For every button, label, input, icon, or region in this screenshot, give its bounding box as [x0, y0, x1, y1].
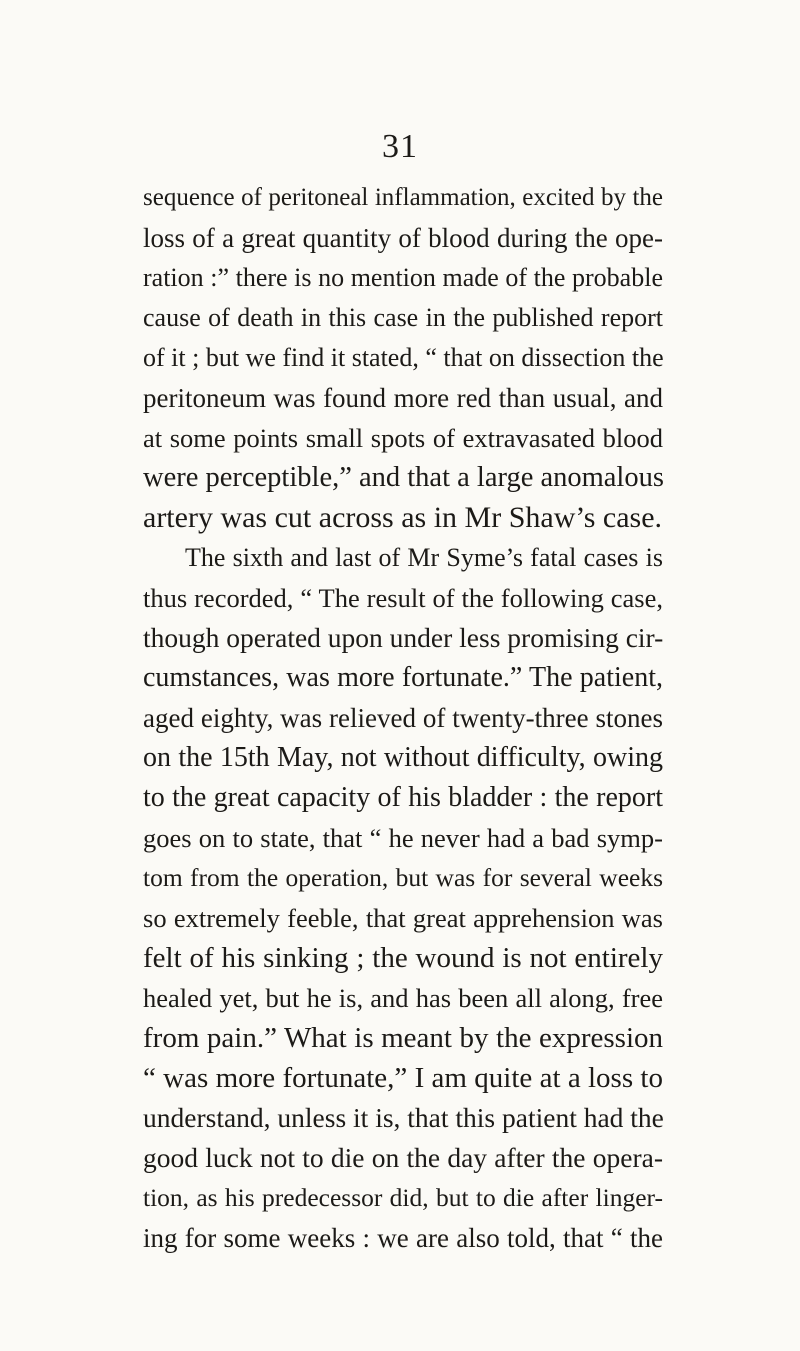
text-line: sequence of peritoneal inflammation, excited by the	[143, 184, 663, 211]
text-line: so extremely feeble, that great apprehension was	[143, 903, 663, 933]
text-line: understand, unless it is, that this patient had the	[143, 1102, 664, 1133]
page-number: 31	[382, 128, 418, 165]
text-line: good luck not to die on the day after the opera-	[143, 1142, 663, 1173]
text-line: loss of a great quantity of blood during the ope-	[143, 223, 663, 253]
text-line: were perceptible,” and that a large anomalous	[143, 462, 664, 493]
text-line: to the great capacity of his bladder : the report	[143, 782, 663, 813]
text-line: peritoneum was found more red than usual, and	[143, 383, 663, 413]
text-line: tion, as his predecessor did, but to die after linger-	[143, 1183, 663, 1212]
text-line: tom from the operation, but was for several weeks	[143, 863, 663, 892]
text-line: “ was more fortunate,” I am quite at a loss to	[143, 1062, 663, 1094]
text-line: from pain.” What is meant by the expression	[143, 1022, 663, 1054]
text-line: aged eighty, was relieved of twenty-three stones	[143, 703, 663, 733]
text-line: at some points small spots of extravasated blood	[143, 423, 663, 453]
text-line: ration :” there is no mention made of the probable	[143, 263, 663, 292]
text-line: artery was cut across as in Mr Shaw’s case.	[143, 501, 663, 534]
text-line: cumstances, was more fortunate.” The patient,	[143, 662, 663, 693]
text-line: on the 15th May, not without difficulty, owing	[143, 742, 663, 773]
text-line: ing for some weeks : we are also told, that “ the	[143, 1223, 663, 1253]
text-line: goes on to state, that “ he never had a bad symp-	[143, 823, 663, 853]
text-line: cause of death in this case in the published report	[143, 303, 663, 332]
paragraph-first-line: The sixth and last of Mr Syme’s fatal cases is	[185, 543, 663, 572]
text-line: healed yet, but he is, and has been all along, free	[143, 983, 663, 1013]
text-line: felt of his sinking ; the wound is not entirely	[143, 942, 663, 974]
text-line: thus recorded, “ The result of the following case,	[143, 583, 663, 613]
text-line: though operated upon under less promising cir-	[143, 622, 664, 653]
text-line: of it ; but we find it stated, “ that on dissection the	[143, 343, 664, 372]
